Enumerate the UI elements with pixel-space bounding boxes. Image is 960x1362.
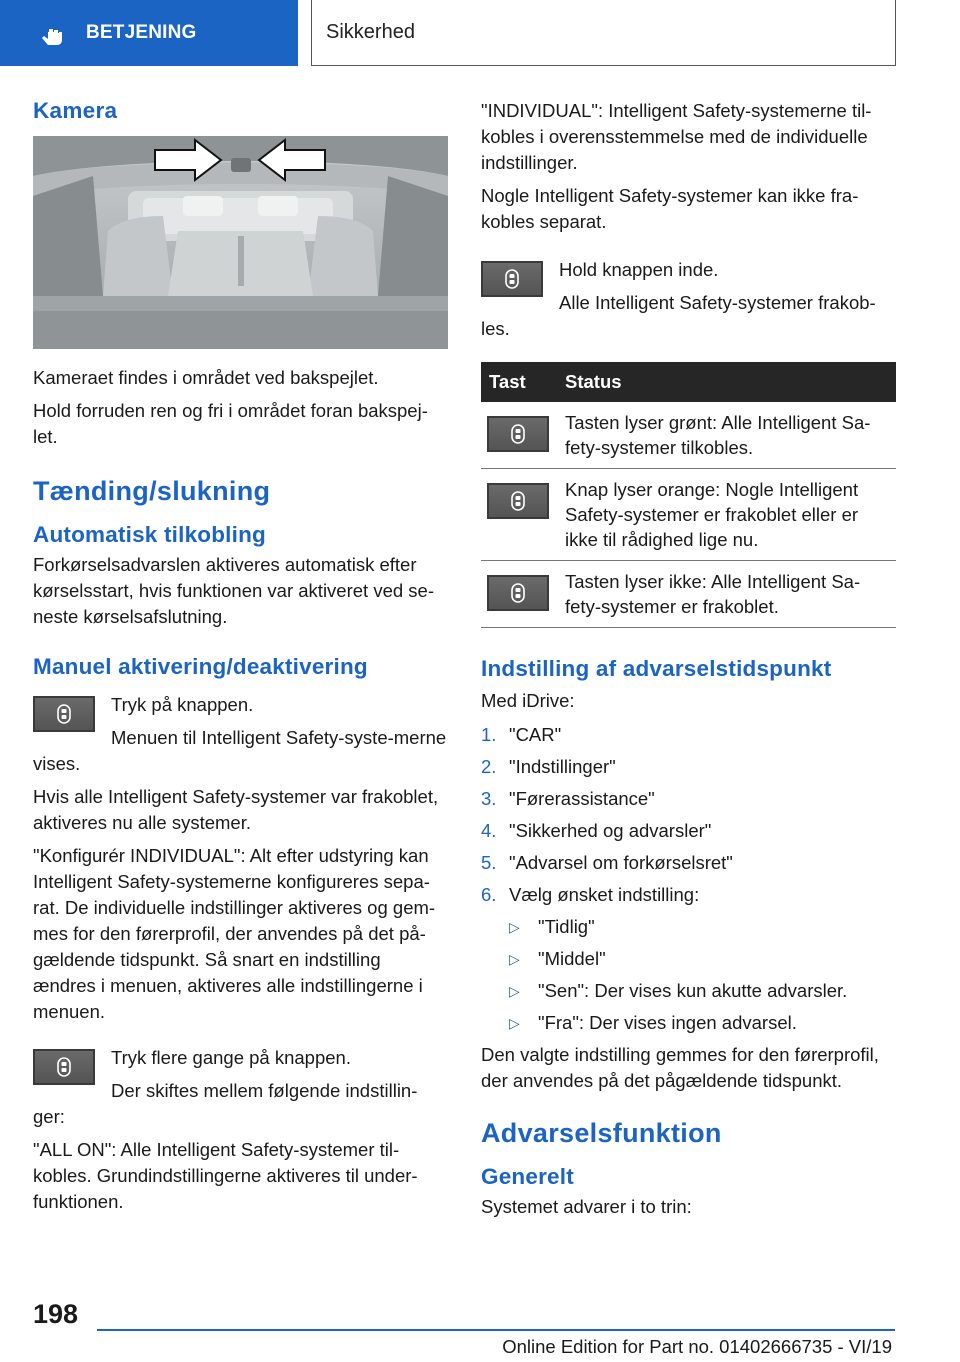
safety-shield-icon <box>505 269 519 289</box>
options-list <box>509 914 896 1036</box>
list-item: 1. "CAR" <box>481 724 562 745</box>
table-cell-status: Tasten lyser ikke: Alle Intelligent Sa-fety-systemer er frakoblet. <box>557 561 896 628</box>
section-header <box>311 0 896 66</box>
safety-shield-icon <box>57 1057 71 1077</box>
status-table <box>481 362 896 628</box>
list-item: ▷ "Fra": Der vises ingen advarsel. <box>509 1010 896 1036</box>
kamera-heading: Kamera <box>33 98 118 123</box>
saved-text: Den valgte indstilling gemmes for den førerprofil, der anvendes på det pågældende tidspunkt. <box>481 1044 879 1091</box>
list-item: ▷ "Sen": Der vises kun akutte advarsler. <box>509 978 896 1004</box>
safety-shield-icon <box>511 583 525 603</box>
generelt-text: Systemet advarer i to trin: <box>481 1196 692 1217</box>
safety-button-icon <box>487 483 549 519</box>
allon-text: "ALL ON": Alle Intelligent Safety-systemer til-kobles. Grundindstillingerne aktiveres til under-funktionen. <box>33 1139 418 1212</box>
manuel-text-2: "Konfigurér INDIVIDUAL": Alt efter udstyring kan Intelligent Safety-systemerne konfigureres sepa-rat. De individuelle indstillinger aktiveres og gem-mes for den førerprofil, der anvendes på det på-gældende tidspunkt. Så snart en indstilling ændres i menuen, aktiveres alle indstillingerne i menuen. <box>33 845 436 1022</box>
flere-line-2: Der skiftes mellem følgende indstillin-ger: <box>33 1080 418 1127</box>
list-item: 3. "Førerassistance" <box>481 788 655 809</box>
automatisk-heading: Automatisk tilkobling <box>33 522 266 547</box>
list-item: ▷ "Tidlig" <box>509 914 896 940</box>
manuel-heading: Manuel aktivering/deaktivering <box>33 654 368 679</box>
footer-rule <box>97 1329 895 1331</box>
table-header-tast: Tast <box>481 362 557 402</box>
table-cell-icon <box>481 561 557 628</box>
manuel-line-1: Tryk på knappen. <box>111 694 254 715</box>
kamera-text-2: Hold forruden ren og fri i området foran bakspej-let. <box>33 400 428 447</box>
nogle-text: Nogle Intelligent Safety-systemer kan ikke fra-kobles separat. <box>481 185 859 232</box>
triangle-bullet-icon: ▷ <box>509 951 520 967</box>
safety-button-icon <box>487 416 549 452</box>
taending-heading: Tænding/slukning <box>33 476 271 506</box>
safety-button-icon <box>487 575 549 611</box>
steps-list <box>481 722 896 908</box>
table-cell-status: Knap lyser orange: Nogle Intelligent Safety-systemer er frakoblet eller er ikke til rådighed lige nu. <box>557 469 896 561</box>
safety-shield-icon <box>511 424 525 444</box>
list-item: 2. "Indstillinger" <box>481 756 616 777</box>
list-item: 4. "Sikkerhed og advarsler" <box>481 820 712 841</box>
chapter-title: BETJENING <box>86 22 197 43</box>
flere-button-row <box>33 1045 448 1130</box>
table-row <box>481 402 896 469</box>
chapter-tab <box>0 0 298 66</box>
manuel-button-row <box>33 692 448 777</box>
safety-button-icon <box>33 696 95 732</box>
table-cell-icon <box>481 469 557 561</box>
table-row <box>481 469 896 561</box>
advarselsfunktion-heading: Advarselsfunktion <box>481 1118 722 1148</box>
list-item: 6. Vælg ønsket indstilling: <box>481 884 700 905</box>
section-title: Sikkerhed <box>326 21 415 43</box>
table-row <box>481 561 896 628</box>
safety-shield-icon <box>511 491 525 511</box>
list-item: 5. "Advarsel om forkørselsret" <box>481 852 733 873</box>
table-cell-status: Tasten lyser grønt: Alle Intelligent Sa-fety-systemer tilkobles. <box>557 402 896 469</box>
table-cell-icon <box>481 402 557 469</box>
manuel-text-1: Hvis alle Intelligent Safety-systemer var frakoblet, aktiveres nu alle systemer. <box>33 786 439 833</box>
safety-shield-icon <box>57 704 71 724</box>
manuel-line-2: Menuen til Intelligent Safety-syste-merne vises. <box>33 727 447 774</box>
kamera-text-1: Kameraet findes i området ved bakspejlet. <box>33 367 379 388</box>
triangle-bullet-icon: ▷ <box>509 983 520 999</box>
table-header-row <box>481 362 896 402</box>
automatisk-text: Forkørselsadvarslen aktiveres automatisk efter kørselsstart, hvis funktionen var aktiveret ved se-neste kørselsafslutning. <box>33 554 434 627</box>
right-column <box>481 98 896 1220</box>
camera-location-photo <box>33 136 448 349</box>
edition-text: Online Edition for Part no. 01402666735 - VI/19 <box>502 1336 892 1357</box>
indstilling-heading: Indstilling af advarselstidspunkt <box>481 656 832 681</box>
hold-line-1: Hold knappen inde. <box>559 259 719 280</box>
table-header-status: Status <box>557 362 896 402</box>
safety-button-icon <box>481 261 543 297</box>
generelt-heading: Generelt <box>481 1164 574 1189</box>
hand-pointer-icon <box>38 20 64 46</box>
safety-button-icon <box>33 1049 95 1085</box>
left-column <box>33 98 448 1215</box>
page-number: 198 <box>33 1299 79 1329</box>
flere-line-1: Tryk flere gange på knappen. <box>111 1047 351 1068</box>
triangle-bullet-icon: ▷ <box>509 919 520 935</box>
individual-text: "INDIVIDUAL": Intelligent Safety-systemerne til-kobles i overensstemmelse med de individuelle indstillinger. <box>481 100 872 173</box>
triangle-bullet-icon: ▷ <box>509 1015 520 1031</box>
idrive-text: Med iDrive: <box>481 690 575 711</box>
hold-button-row <box>481 257 896 342</box>
list-item: ▷ "Middel" <box>509 946 896 972</box>
hold-line-2: Alle Intelligent Safety-systemer frakob-les. <box>481 292 876 339</box>
